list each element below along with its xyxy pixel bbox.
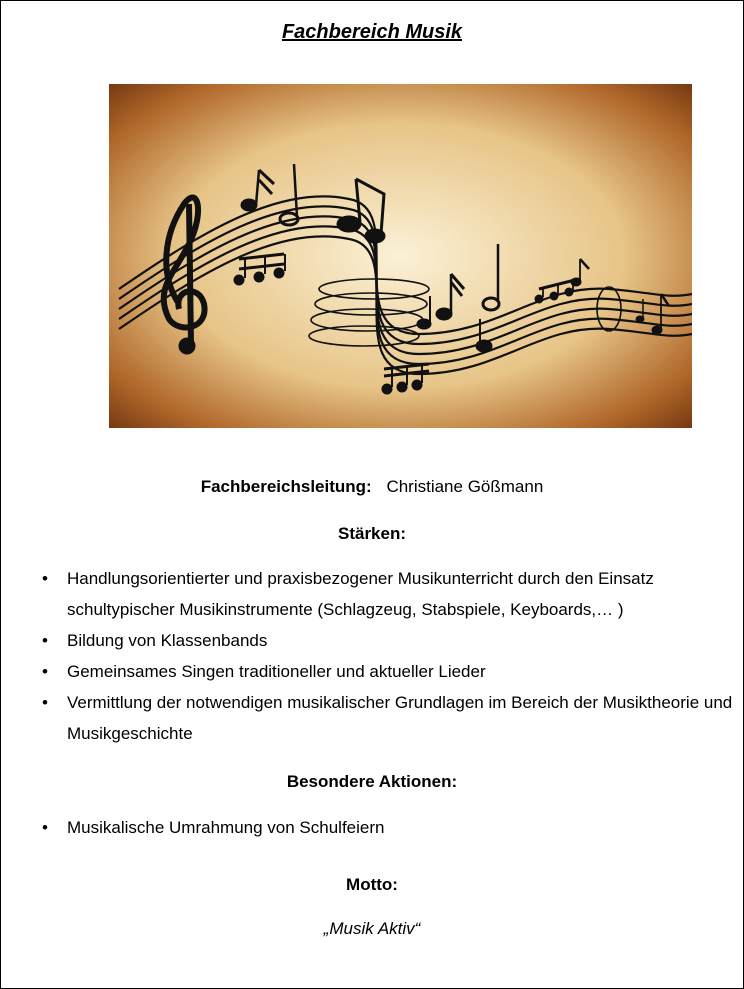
department-lead bbox=[1, 477, 743, 497]
bullet-icon: • bbox=[42, 569, 48, 588]
list-item bbox=[1, 687, 743, 749]
list-item-text: Gemeinsames Singen traditioneller und aktueller Lieder bbox=[67, 662, 486, 681]
page-title: Fachbereich Musik bbox=[281, 21, 463, 43]
bullet-icon: • bbox=[42, 693, 48, 712]
list-item-text: Musikalische Umrahmung von Schulfeiern bbox=[67, 818, 385, 837]
list-item-text: Bildung von Klassenbands bbox=[67, 631, 268, 650]
bullet-icon: • bbox=[42, 662, 48, 681]
strengths-list bbox=[1, 563, 743, 749]
bullet-icon: • bbox=[42, 631, 48, 650]
department-lead-label: Fachbereichsleitung: bbox=[200, 477, 372, 496]
list-item bbox=[1, 625, 743, 656]
music-staff-banner-image bbox=[109, 84, 692, 428]
list-item-text: Vermittlung der notwendigen musikalischer Grundlagen im Bereich der Musiktheorie und Musikgeschichte bbox=[67, 693, 733, 743]
strengths-heading: Stärken: bbox=[337, 524, 407, 543]
special-actions-heading: Besondere Aktionen: bbox=[286, 772, 458, 791]
list-item-text: Handlungsorientierter und praxisbezogener Musikunterricht durch den Einsatz schultypischer Musikinstrumente (Schlagzeug, Stabspiele, Keyboards,… ) bbox=[67, 569, 654, 619]
motto-text: „Musik Aktiv“ bbox=[323, 919, 421, 938]
special-actions-list bbox=[1, 812, 743, 843]
bullet-icon: • bbox=[42, 818, 48, 837]
motto-heading: Motto: bbox=[346, 875, 398, 894]
list-item bbox=[1, 656, 743, 687]
list-item bbox=[1, 563, 743, 625]
department-lead-name: Christiane Gößmann bbox=[386, 477, 544, 496]
list-item bbox=[1, 812, 743, 843]
